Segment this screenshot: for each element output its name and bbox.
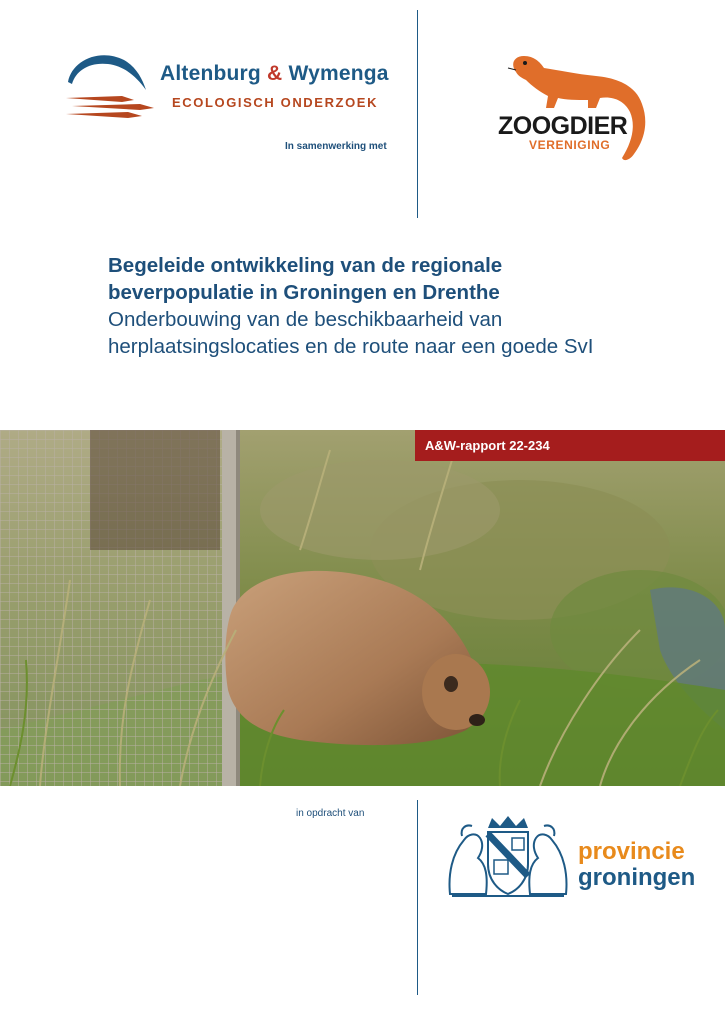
aw-name <box>160 62 389 86</box>
commissioned-by-text: in opdracht van <box>296 808 365 819</box>
client-logo-line1: provincie <box>578 838 685 865</box>
provincie-groningen-logo <box>442 814 702 899</box>
report-number-banner: A&W-rapport 22-234 <box>415 430 725 461</box>
aw-name-part1: Altenburg <box>160 62 261 85</box>
aw-logo-mark-icon <box>62 50 162 125</box>
aw-subtitle: ECOLOGISCH ONDERZOEK <box>172 95 379 110</box>
top-divider-line <box>417 10 418 218</box>
report-title: Begeleide ontwikkeling van de regionale beverpopulatie in Groningen en Drenthe <box>108 254 503 304</box>
coat-of-arms-icon <box>442 814 574 899</box>
aw-ampersand: & <box>267 62 283 85</box>
cover-photo <box>0 430 725 786</box>
aw-name-part2: Wymenga <box>288 62 389 85</box>
partner-logo-subtitle: VERENIGING <box>529 138 611 152</box>
altenburg-wymenga-logo <box>62 50 402 125</box>
partner-logo-word: ZOOGDIER <box>498 112 628 140</box>
zoogdiervereniging-logo <box>496 50 656 165</box>
beaver-photo-illustration <box>0 430 725 786</box>
report-subtitle: Onderbouwing van de beschikbaarheid van herplaatsingslocaties en de route naar een goede SvI <box>108 308 594 358</box>
bottom-divider-line <box>417 800 418 995</box>
client-logo-line2: groningen <box>578 864 696 891</box>
collaboration-text: In samenwerking met <box>285 141 387 152</box>
